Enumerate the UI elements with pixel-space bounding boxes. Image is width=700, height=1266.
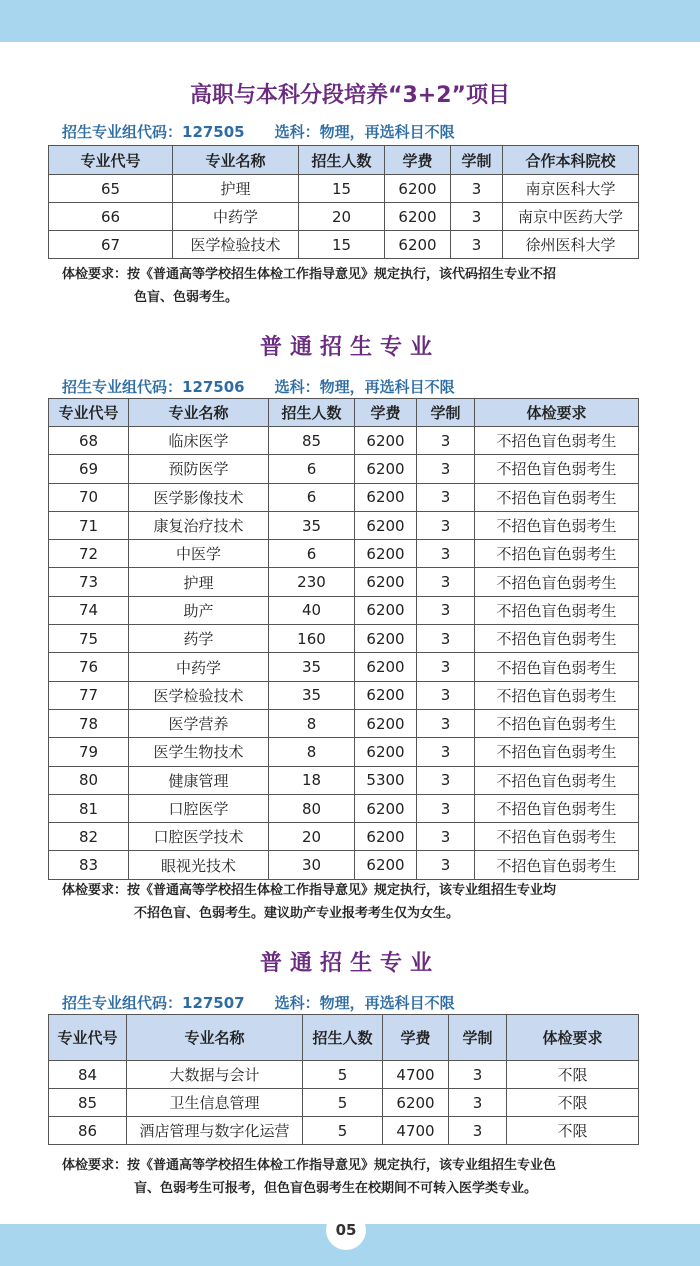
table-row <box>49 738 639 766</box>
table-cell: 不招色盲色弱考生 <box>475 427 639 455</box>
table-cell: 6200 <box>355 625 417 653</box>
col-header: 学费 <box>383 1015 449 1061</box>
section-title-general: 普通招生专业 <box>259 335 440 360</box>
table-cell: 15 <box>299 175 385 203</box>
table-cell: 71 <box>49 511 129 539</box>
table-cell: 68 <box>49 427 129 455</box>
table-cell: 6200 <box>355 511 417 539</box>
table-cell: 口腔医学 <box>129 794 269 822</box>
table-cell: 不限 <box>507 1117 639 1145</box>
table-cell: 护理 <box>173 175 299 203</box>
table-cell: 8 <box>269 709 355 737</box>
table-body <box>49 427 639 880</box>
table-cell: 3 <box>417 455 475 483</box>
table-cell: 不招色盲色弱考生 <box>475 823 639 851</box>
table-cell: 3 <box>417 596 475 624</box>
table-cell: 眼视光技术 <box>129 851 269 879</box>
table-cell: 助产 <box>129 596 269 624</box>
table-cell: 不招色盲色弱考生 <box>475 568 639 596</box>
table-cell: 中医学 <box>129 540 269 568</box>
subject-requirement: 选科：物理，再选科目不限 <box>274 994 455 1012</box>
note-text: 按《普通高等学校招生体检工作指导意见》规定执行，该专业组招生专业色 <box>127 1158 557 1173</box>
table-cell: 77 <box>49 681 129 709</box>
table-cell: 6200 <box>385 203 451 231</box>
table-cell: 3 <box>451 231 503 259</box>
table-cell: 不招色盲色弱考生 <box>475 794 639 822</box>
table-cell: 不招色盲色弱考生 <box>475 681 639 709</box>
table-cell: 70 <box>49 483 129 511</box>
col-header: 学费 <box>385 146 451 175</box>
table-row <box>49 709 639 737</box>
table-cell: 不招色盲色弱考生 <box>475 511 639 539</box>
table-cell: 不招色盲色弱考生 <box>475 455 639 483</box>
col-header: 体检要求 <box>475 399 639 427</box>
table-cell: 6 <box>269 540 355 568</box>
physical-exam-note <box>62 1154 642 1200</box>
program-table-127506 <box>48 398 639 880</box>
table-cell: 不招色盲色弱考生 <box>475 851 639 879</box>
table-cell: 40 <box>269 596 355 624</box>
group-code: 招生专业组代码：127505 <box>62 123 245 141</box>
col-header: 学费 <box>355 399 417 427</box>
table-cell: 66 <box>49 203 173 231</box>
table-cell: 3 <box>449 1089 507 1117</box>
table-cell: 6200 <box>355 738 417 766</box>
table-cell: 6200 <box>355 455 417 483</box>
table-header-row <box>49 399 639 427</box>
table-row <box>49 540 639 568</box>
table-header-row <box>49 1015 639 1061</box>
table-cell: 3 <box>449 1061 507 1089</box>
col-header: 学制 <box>417 399 475 427</box>
table-cell: 74 <box>49 596 129 624</box>
table-cell: 中药学 <box>129 653 269 681</box>
table-row <box>49 427 639 455</box>
top-banner <box>0 0 700 42</box>
table-cell: 不招色盲色弱考生 <box>475 709 639 737</box>
table-cell: 6200 <box>385 175 451 203</box>
note-label: 体检要求： <box>62 267 128 282</box>
note-text-continued: 不招色盲、色弱考生。建议助产专业报考考生仅为女生。 <box>134 906 460 921</box>
program-table-127507 <box>48 1014 639 1145</box>
group-code-line <box>62 992 455 1013</box>
table-cell: 不招色盲色弱考生 <box>475 483 639 511</box>
table-cell: 医学营养 <box>129 709 269 737</box>
table-cell: 30 <box>269 851 355 879</box>
table-cell: 不招色盲色弱考生 <box>475 596 639 624</box>
table-cell: 医学检验技术 <box>129 681 269 709</box>
table-cell: 6200 <box>383 1089 449 1117</box>
table-cell: 73 <box>49 568 129 596</box>
program-table-127505 <box>48 145 639 259</box>
table-cell: 35 <box>269 681 355 709</box>
table-cell: 5 <box>303 1117 383 1145</box>
section-title-3plus2: 高职与本科分段培养“3+2”项目 <box>190 83 510 108</box>
table-row <box>49 568 639 596</box>
table-cell: 79 <box>49 738 129 766</box>
note-label: 体检要求： <box>62 883 128 898</box>
table-cell: 3 <box>417 851 475 879</box>
table-cell: 83 <box>49 851 129 879</box>
table-cell: 3 <box>417 681 475 709</box>
col-header: 专业代号 <box>49 399 129 427</box>
table-row <box>49 794 639 822</box>
table-cell: 3 <box>417 511 475 539</box>
page-number: 05 <box>326 1210 366 1250</box>
table-cell: 3 <box>417 709 475 737</box>
table-cell: 8 <box>269 738 355 766</box>
table-cell: 药学 <box>129 625 269 653</box>
table-row <box>49 823 639 851</box>
table-cell: 6 <box>269 483 355 511</box>
table-cell: 84 <box>49 1061 127 1089</box>
table-cell: 不招色盲色弱考生 <box>475 766 639 794</box>
table-cell: 6200 <box>355 823 417 851</box>
table-cell: 65 <box>49 175 173 203</box>
table-cell: 4700 <box>383 1061 449 1089</box>
table-cell: 南京医科大学 <box>503 175 639 203</box>
table-cell: 6200 <box>355 568 417 596</box>
table-row <box>49 1061 639 1089</box>
table-cell: 不招色盲色弱考生 <box>475 540 639 568</box>
table-cell: 3 <box>417 794 475 822</box>
table-cell: 南京中医药大学 <box>503 203 639 231</box>
table-row <box>49 1089 639 1117</box>
table-cell: 医学影像技术 <box>129 483 269 511</box>
table-cell: 6200 <box>355 681 417 709</box>
table-row <box>49 766 639 794</box>
table-cell: 中药学 <box>173 203 299 231</box>
table-cell: 18 <box>269 766 355 794</box>
table-row <box>49 851 639 879</box>
table-cell: 82 <box>49 823 129 851</box>
table-header-row <box>49 146 639 175</box>
table-cell: 健康管理 <box>129 766 269 794</box>
table-cell: 35 <box>269 511 355 539</box>
note-label: 体检要求： <box>62 1158 128 1173</box>
table-cell: 85 <box>269 427 355 455</box>
table-row <box>49 596 639 624</box>
table-cell: 3 <box>417 738 475 766</box>
table-cell: 6200 <box>355 709 417 737</box>
table-cell: 预防医学 <box>129 455 269 483</box>
group-code-line <box>62 376 455 397</box>
table-row <box>49 203 639 231</box>
table-cell: 81 <box>49 794 129 822</box>
table-cell: 3 <box>417 823 475 851</box>
physical-exam-note <box>62 263 642 309</box>
table-row <box>49 625 639 653</box>
table-cell: 6200 <box>355 540 417 568</box>
table-cell: 3 <box>449 1117 507 1145</box>
table-cell: 口腔医学技术 <box>129 823 269 851</box>
table-cell: 康复治疗技术 <box>129 511 269 539</box>
col-header: 专业名称 <box>173 146 299 175</box>
table-cell: 不招色盲色弱考生 <box>475 738 639 766</box>
table-row <box>49 175 639 203</box>
table-row <box>49 455 639 483</box>
table-cell: 临床医学 <box>129 427 269 455</box>
note-text-continued: 色盲、色弱考生。 <box>134 290 239 305</box>
table-cell: 医学检验技术 <box>173 231 299 259</box>
table-cell: 6200 <box>355 653 417 681</box>
note-text: 按《普通高等学校招生体检工作指导意见》规定执行，该专业组招生专业均 <box>127 883 557 898</box>
col-header: 专业名称 <box>129 399 269 427</box>
table-cell: 230 <box>269 568 355 596</box>
table-cell: 3 <box>417 427 475 455</box>
table-cell: 卫生信息管理 <box>127 1089 303 1117</box>
subject-requirement: 选科：物理，再选科目不限 <box>274 378 455 396</box>
table-cell: 85 <box>49 1089 127 1117</box>
table-cell: 80 <box>49 766 129 794</box>
table-cell: 不招色盲色弱考生 <box>475 653 639 681</box>
table-row <box>49 681 639 709</box>
table-cell: 6200 <box>355 851 417 879</box>
col-header: 专业代号 <box>49 1015 127 1061</box>
table-cell: 20 <box>269 823 355 851</box>
table-cell: 5 <box>303 1089 383 1117</box>
table-cell: 6200 <box>355 427 417 455</box>
table-cell: 护理 <box>129 568 269 596</box>
table-cell: 3 <box>417 653 475 681</box>
table-cell: 15 <box>299 231 385 259</box>
table-cell: 3 <box>417 625 475 653</box>
group-code-line <box>62 121 455 142</box>
table-cell: 4700 <box>383 1117 449 1145</box>
table-row <box>49 511 639 539</box>
col-header: 合作本科院校 <box>503 146 639 175</box>
table-cell: 大数据与会计 <box>127 1061 303 1089</box>
note-text-continued: 盲、色弱考生可报考，但色盲色弱考生在校期间不可转入医学类专业。 <box>134 1181 538 1196</box>
table-row <box>49 653 639 681</box>
physical-exam-note <box>62 879 642 925</box>
table-cell: 72 <box>49 540 129 568</box>
table-cell: 不限 <box>507 1089 639 1117</box>
col-header: 专业代号 <box>49 146 173 175</box>
table-cell: 6200 <box>355 794 417 822</box>
table-row <box>49 483 639 511</box>
table-cell: 3 <box>417 483 475 511</box>
table-cell: 酒店管理与数字化运营 <box>127 1117 303 1145</box>
table-cell: 67 <box>49 231 173 259</box>
table-row <box>49 1117 639 1145</box>
table-cell: 医学生物技术 <box>129 738 269 766</box>
col-header: 招生人数 <box>269 399 355 427</box>
table-cell: 不招色盲色弱考生 <box>475 625 639 653</box>
table-cell: 6200 <box>355 483 417 511</box>
table-cell: 76 <box>49 653 129 681</box>
col-header: 专业名称 <box>127 1015 303 1061</box>
table-cell: 5300 <box>355 766 417 794</box>
section-title-general: 普通招生专业 <box>259 951 440 976</box>
subject-requirement: 选科：物理，再选科目不限 <box>274 123 455 141</box>
table-cell: 不限 <box>507 1061 639 1089</box>
group-code: 招生专业组代码：127507 <box>62 994 245 1012</box>
table-cell: 3 <box>417 540 475 568</box>
table-cell: 3 <box>451 203 503 231</box>
table-body <box>49 1061 639 1145</box>
table-cell: 35 <box>269 653 355 681</box>
col-header: 招生人数 <box>299 146 385 175</box>
table-cell: 160 <box>269 625 355 653</box>
table-cell: 6200 <box>355 596 417 624</box>
table-cell: 3 <box>417 568 475 596</box>
table-cell: 75 <box>49 625 129 653</box>
table-cell: 20 <box>299 203 385 231</box>
table-cell: 6 <box>269 455 355 483</box>
table-row <box>49 231 639 259</box>
col-header: 学制 <box>449 1015 507 1061</box>
table-cell: 6200 <box>385 231 451 259</box>
col-header: 学制 <box>451 146 503 175</box>
table-cell: 徐州医科大学 <box>503 231 639 259</box>
group-code: 招生专业组代码：127506 <box>62 378 245 396</box>
col-header: 招生人数 <box>303 1015 383 1061</box>
table-body <box>49 175 639 259</box>
table-cell: 69 <box>49 455 129 483</box>
note-text: 按《普通高等学校招生体检工作指导意见》规定执行，该代码招生专业不招 <box>127 267 557 282</box>
table-cell: 5 <box>303 1061 383 1089</box>
table-cell: 3 <box>417 766 475 794</box>
table-cell: 78 <box>49 709 129 737</box>
table-cell: 3 <box>451 175 503 203</box>
col-header: 体检要求 <box>507 1015 639 1061</box>
table-cell: 86 <box>49 1117 127 1145</box>
table-cell: 80 <box>269 794 355 822</box>
